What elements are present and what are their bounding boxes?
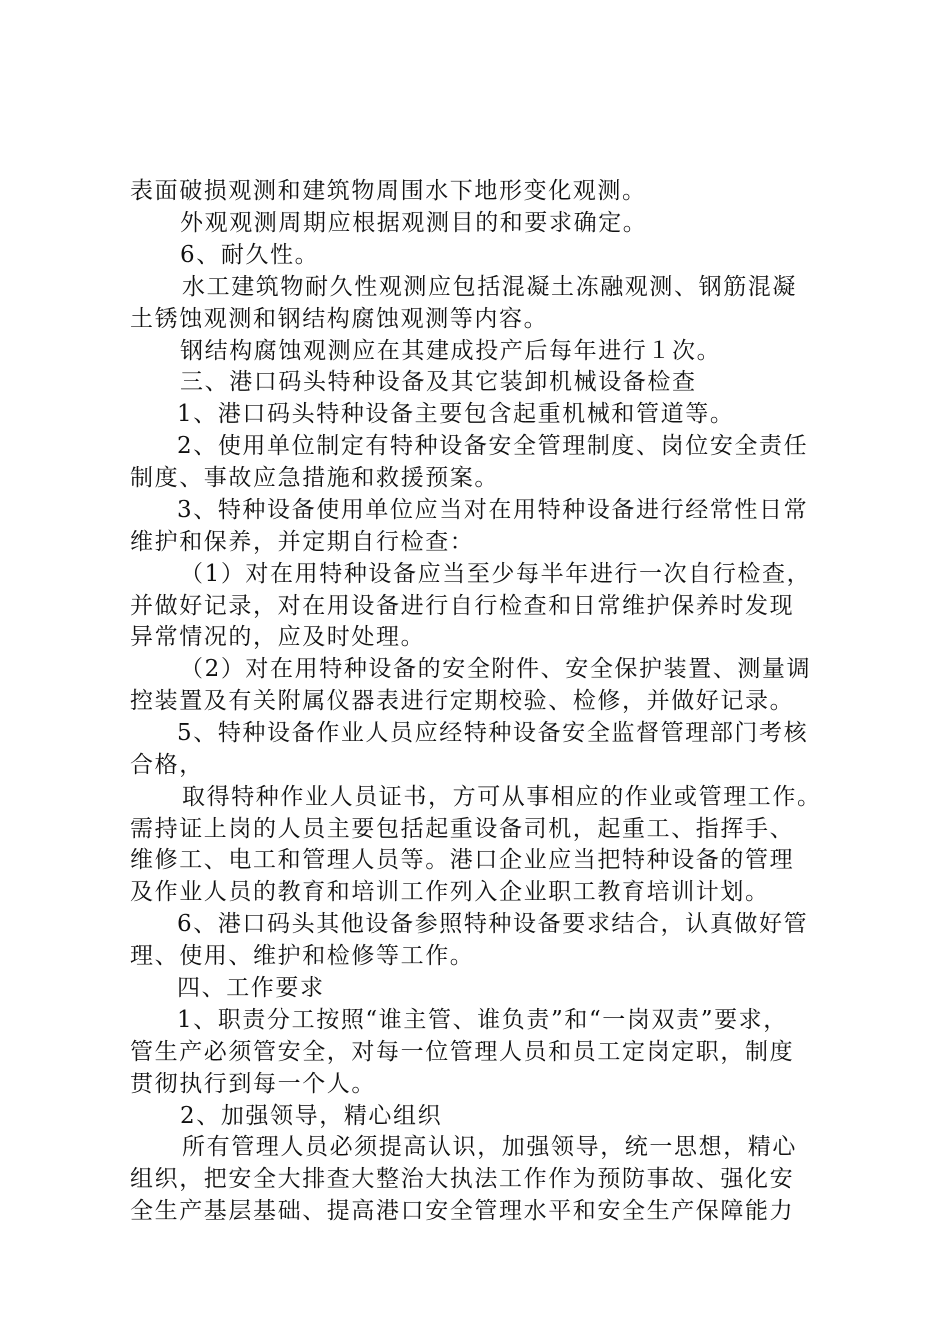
- text-line: 土锈蚀观测和钢结构腐蚀观测等内容。: [130, 306, 549, 332]
- text-line: 取得特种作业人员证书，方可从事相应的作业或管理工作。: [182, 784, 822, 810]
- text-line: 2、加强领导，精心组织: [180, 1103, 443, 1129]
- text-line: 表面破损观测和建筑物周围水下地形变化观测。: [130, 178, 647, 204]
- text-line: 水工建筑物耐久性观测应包括混凝土冻融观测、钢筋混凝: [182, 274, 797, 300]
- text-line: 及作业人员的教育和培训工作列入企业职工教育培训计划。: [130, 879, 770, 905]
- text-line: 所有管理人员必须提高认识，加强领导，统一思想，精心: [182, 1134, 797, 1160]
- text-line: 1、港口码头特种设备主要包含起重机械和管道等。: [177, 401, 735, 427]
- text-line: 三、港口码头特种设备及其它装卸机械设备检查: [180, 369, 697, 395]
- text-line: 贯彻执行到每一个人。: [130, 1071, 376, 1097]
- text-line: 合格，: [130, 752, 204, 778]
- text-line: 制度、事故应急措施和救援预案。: [130, 465, 499, 491]
- text-line: 6、耐久性。: [180, 242, 320, 268]
- text-line: 管生产必须管安全，对每一位管理人员和员工定岗定职，制度: [130, 1039, 795, 1065]
- text-line: 5、特种设备作业人员应经特种设备安全监督管理部门考核: [177, 720, 809, 746]
- text-line: 全生产基层基础、提高港口安全管理水平和安全生产保障能力: [130, 1198, 795, 1224]
- text-line: （2）对在用特种设备的安全附件、安全保护装置、测量调: [180, 656, 812, 682]
- text-line: 1、职责分工按照“谁主管、谁负责”和“一岗双责”要求，: [177, 1007, 788, 1033]
- text-line: 需持证上岗的人员主要包括起重设备司机，起重工、指挥手、: [130, 816, 795, 842]
- text-line: 外观观测周期应根据观测目的和要求确定。: [180, 210, 648, 236]
- text-line: 并做好记录，对在用设备进行自行检查和日常维护保养时发现: [130, 593, 795, 619]
- text-line: 控装置及有关附属仪器表进行定期校验、检修，并做好记录。: [130, 688, 795, 714]
- text-line: （1）对在用特种设备应当至少每半年进行一次自行检查，: [180, 561, 812, 587]
- text-line: 3、特种设备使用单位应当对在用特种设备进行经常性日常: [177, 497, 809, 523]
- text-line: 异常情况的，应及时处理。: [130, 624, 426, 650]
- text-line: 理、使用、维护和检修等工作。: [130, 943, 475, 969]
- text-line: 维修工、电工和管理人员等。港口企业应当把特种设备的管理: [130, 847, 795, 873]
- text-line: 2、使用单位制定有特种设备安全管理制度、岗位安全责任: [177, 433, 809, 459]
- text-line: 四、工作要求: [177, 975, 325, 1001]
- text-line: 维护和保养，并定期自行检查：: [130, 529, 475, 555]
- text-line: 组织，把安全大排查大整治大执法工作作为预防事故、强化安: [130, 1166, 795, 1192]
- text-line: 6、港口码头其他设备参照特种设备要求结合，认真做好管: [177, 911, 809, 937]
- text-line: 钢结构腐蚀观测应在其建成投产后每年进行１次。: [180, 338, 722, 364]
